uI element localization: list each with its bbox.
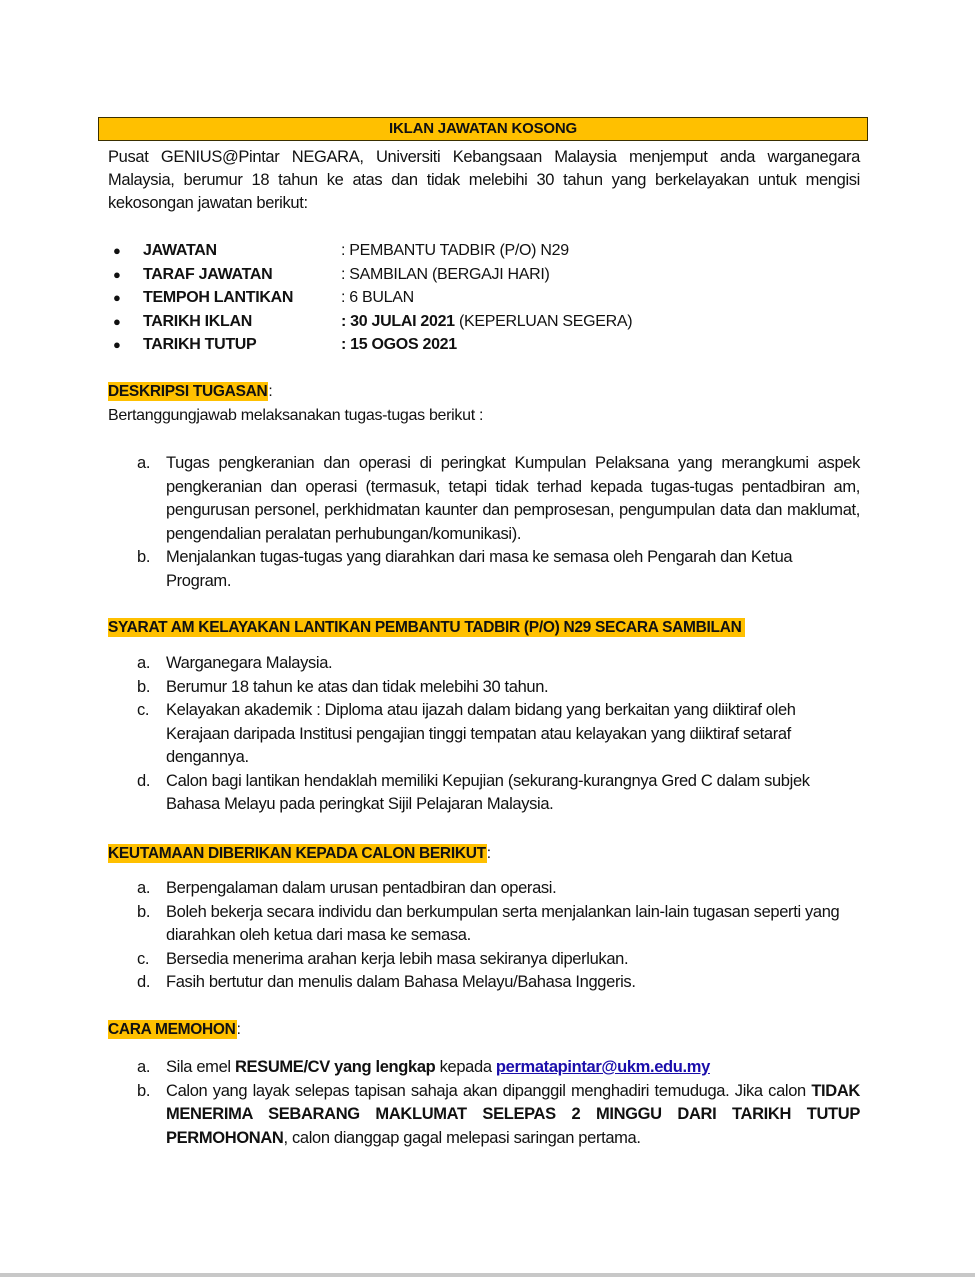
page-title: IKLAN JAWATAN KOSONG [98, 117, 868, 141]
info-value: : 30 JULAI 2021 (KEPERLUAN SEGERA) [341, 312, 633, 330]
cara-memohon-list [108, 1056, 860, 1150]
list-item: a. Berpengalaman dalam urusan pentadbiran dan operasi. [137, 879, 557, 897]
info-label: TARIKH TUTUP [143, 336, 257, 353]
job-info-list [108, 239, 708, 357]
bullet-icon: ● [113, 243, 121, 258]
list-item: a. Tugas pengkeranian dan operasi di peringkat Kumpulan Pelaksana yang merangkumi aspek pengkeranian dan operasi (termasuk, tetapi tidak terhad kepada tugas-tugas pentadbiran am, pengurusan personel, perkhidmatan kaunter dan pemprosesan, pengumpulan data dan maklumat, pengendalian peralatan perhubungan/komunikasi). [137, 454, 860, 543]
bullet-icon: ● [113, 337, 121, 352]
intro-paragraph: Pusat GENIUS@Pintar NEGARA, Universiti Kebangsaan Malaysia menjemput anda warganegara Malaysia, berumur 18 tahun ke atas dan tidak melebihi 30 tahun yang berkelayakan untuk mengisi kekosongan jawatan berikut: [108, 148, 860, 212]
list-item: a. Warganegara Malaysia. [137, 654, 333, 672]
list-item: b. Boleh bekerja secara individu dan berkumpulan serta menjalankan lain-lain tugasan seperti yang diarahkan oleh ketua dari masa ke semasa. [137, 902, 840, 944]
info-label: JAWATAN [143, 242, 217, 259]
email-link[interactable]: permatapintar@ukm.edu.my [495, 1058, 710, 1076]
section-heading-cara-memohon: CARA MEMOHON: [108, 1021, 241, 1038]
list-item: c. Kelayakan akademik : Diploma atau ijazah dalam bidang yang berkaitan yang diiktiraf oleh Kerajaan daripada Institusi pengajian tinggi tempatan atau kelayakan yang diiktiraf setaraf dengannya. [137, 701, 796, 766]
info-row-jawatan [108, 239, 708, 263]
section-heading-keutamaan: KEUTAMAAN DIBERIKAN KEPADA CALON BERIKUT: [108, 845, 491, 862]
syarat-list [108, 652, 860, 817]
info-value: : 6 BULAN [341, 289, 414, 306]
info-value: : SAMBILAN (BERGAJI HARI) [341, 265, 550, 283]
bullet-icon: ● [113, 313, 121, 329]
info-label: TARAF JAWATAN [143, 265, 273, 283]
list-item: b. Berumur 18 tahun ke atas dan tidak melebihi 30 tahun. [137, 677, 549, 696]
info-value: : 15 OGOS 2021 [341, 336, 457, 353]
section-heading-syarat: SYARAT AM KELAYAKAN LANTIKAN PEMBANTU TADBIR (P/O) N29 SECARA SAMBILAN [108, 617, 745, 639]
bullet-icon: ● [113, 266, 121, 282]
list-item: b. Menjalankan tugas-tugas yang diarahkan dari masa ke semasa oleh Pengarah dan Ketua Program. [137, 548, 793, 590]
info-row-tarikh-iklan [108, 310, 708, 334]
list-item: d. Calon bagi lantikan hendaklah memiliki Kepujian (sekurang-kurangnya Gred C dalam subjek Bahasa Melayu pada peringkat Sijil Pelajaran Malaysia. [137, 771, 810, 813]
info-row-tempoh-lantikan [108, 286, 708, 310]
info-value: : PEMBANTU TADBIR (P/O) N29 [341, 242, 569, 259]
section-heading-deskripsi: DESKRIPSI TUGASAN: [108, 383, 273, 400]
info-label: TARIKH IKLAN [143, 312, 252, 330]
keutamaan-list [108, 877, 860, 995]
info-row-taraf-jawatan [108, 263, 708, 287]
bullet-icon: ● [113, 290, 121, 305]
info-row-tarikh-tutup [108, 333, 708, 357]
list-item: d. Fasih bertutur dan menulis dalam Bahasa Melayu/Bahasa Inggeris. [137, 973, 636, 991]
page-bottom-edge [0, 1273, 975, 1277]
deskripsi-list [108, 452, 860, 593]
deskripsi-lead: Bertanggungjawab melaksanakan tugas-tugas berikut : [108, 407, 484, 424]
list-item: b. Calon yang layak selepas tapisan sahaja akan dipanggil menghadiri temuduga. Jika calon TIDAK MENERIMA SEBARANG MAKLUMAT SELEPAS 2 MINGGU DARI TARIKH TUTUP PERMOHONAN, calon dianggap gagal melepasi saringan pertama. [137, 1081, 860, 1147]
info-label: TEMPOH LANTIKAN [143, 289, 294, 306]
list-item: a. Sila emel RESUME/CV yang lengkap kepada permatapintar@ukm.edu.my [137, 1058, 710, 1076]
list-item: c. Bersedia menerima arahan kerja lebih masa sekiranya diperlukan. [137, 949, 629, 968]
